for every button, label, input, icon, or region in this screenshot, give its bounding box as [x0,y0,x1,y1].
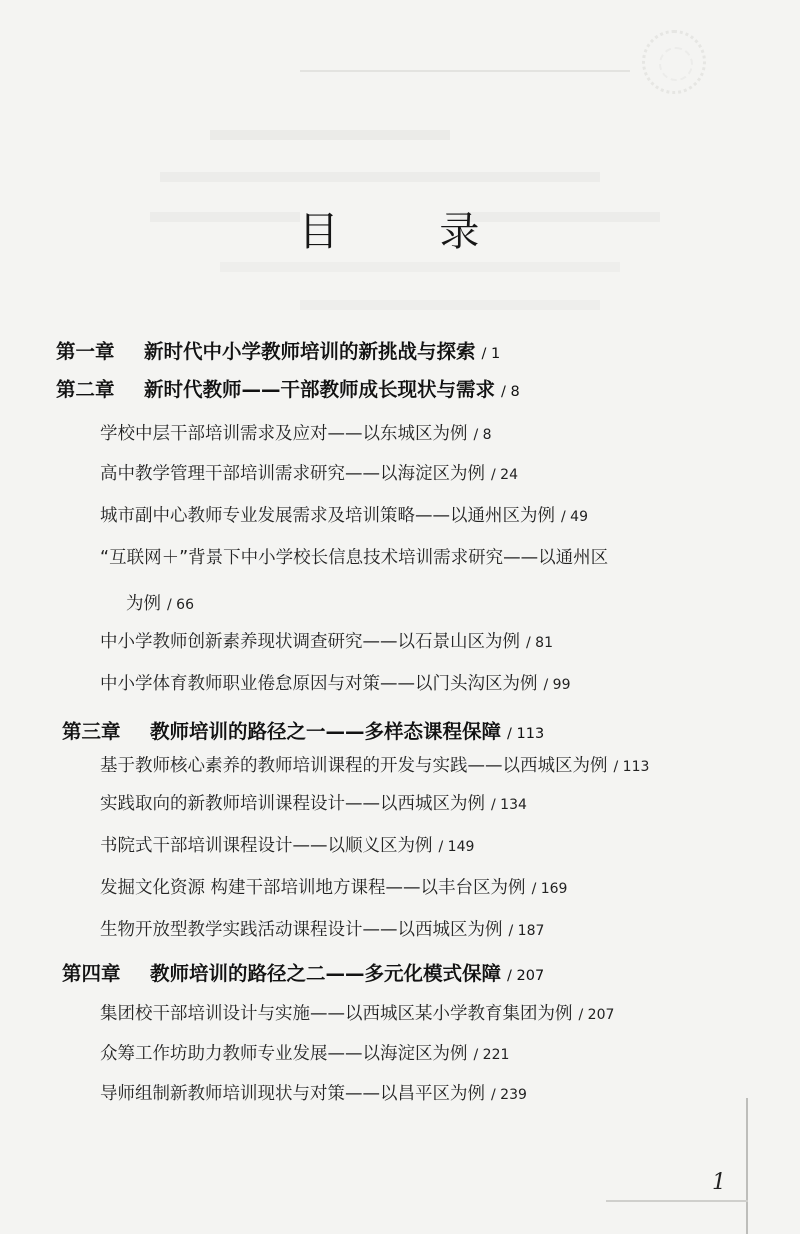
entry-title: 教师培训的路径之一——多样态课程保障 [150,720,502,743]
entry-title: 学校中层干部培训需求及应对——以东城区为例 [100,424,468,444]
entry-page-number: / 187 [508,923,545,939]
entry-page-number: / 66 [167,597,194,613]
toc-section-entry [126,590,194,619]
entry-page-number: / 99 [543,677,571,693]
entry-title: 集团校干部培训设计与实施——以西城区某小学教育集团为例 [100,1004,573,1024]
toc-section-entry [100,1000,614,1029]
entry-title: 生物开放型教学实践活动课程设计——以西城区为例 [100,920,503,940]
chapter-number: 第四章 [62,962,121,985]
entry-title: 中小学体育教师职业倦怠原因与对策——以门头沟区为例 [100,674,538,694]
entry-page-number: / 1 [481,346,501,362]
toc-chapter-entry [56,376,520,406]
entry-page-number: / 221 [473,1047,510,1063]
entry-page-number: / 113 [613,759,650,775]
page-number: 1 [712,1170,726,1195]
entry-title: “互联网＋”背景下中小学校长信息技术培训需求研究——以通州区 [100,548,609,568]
chapter-number: 第二章 [56,378,115,401]
toc-section-entry [100,1040,509,1069]
toc-section-entry [100,420,492,449]
entry-title: 新时代中小学教师培训的新挑战与探索 [144,340,476,363]
entry-page-number: / 239 [491,1087,527,1103]
toc-section-entry [100,790,527,819]
page-ornament [642,30,706,94]
entry-title: 导师组制新教师培训现状与对策——以昌平区为例 [100,1084,485,1104]
entry-title: 中小学教师创新素养现状调查研究——以石景山区为例 [100,632,520,652]
chapter-number: 第一章 [56,340,115,363]
entry-title: 实践取向的新教师培训课程设计——以西城区为例 [100,794,485,814]
entry-page-number: / 8 [473,427,492,443]
entry-page-number: / 24 [491,467,518,483]
entry-title: 基于教师核心素养的教师培训课程的开发与实践——以西城区为例 [100,756,608,776]
entry-title: 教师培训的路径之二——多元化模式保障 [150,962,502,985]
entry-title: 众筹工作坊助力教师专业发展——以海淀区为例 [100,1044,468,1064]
toc-section-entry [100,460,518,489]
page-corner-rule [606,1200,748,1202]
entry-page-number: / 149 [438,839,475,855]
entry-title: 书院式干部培训课程设计——以顺义区为例 [100,836,433,856]
toc-section-entry [100,544,608,572]
toc-section-entry [100,916,544,945]
entry-page-number: / 207 [578,1007,615,1023]
header-rule [300,70,630,72]
toc-section-entry [100,874,567,903]
entry-page-number: / 81 [526,635,553,651]
entry-page-number: / 169 [531,881,568,897]
toc-section-entry [100,670,570,699]
bleed-through-line [220,262,620,272]
bleed-through-line [160,172,600,182]
entry-page-number: / 49 [561,509,588,525]
bleed-through-line [300,300,600,310]
entry-page-number: / 8 [501,384,520,400]
toc-section-entry [100,752,649,781]
toc-section-entry [100,1080,527,1109]
page-corner-rule [746,1098,748,1234]
entry-title: 发掘文化资源 构建干部培训地方课程——以丰台区为例 [100,878,526,898]
entry-page-number: / 134 [491,797,527,813]
page-title: 目 录 [298,209,524,255]
toc-section-entry [100,628,553,657]
toc-chapter-entry [56,338,500,368]
entry-page-number: / 207 [507,968,545,984]
entry-page-number: / 113 [507,726,545,742]
entry-title: 城市副中心教师专业发展需求及培训策略——以通州区为例 [100,506,555,526]
toc-chapter-entry [62,960,544,990]
entry-title: 高中教学管理干部培训需求研究——以海淀区为例 [100,464,485,484]
bleed-through-line [210,130,450,140]
entry-title: 新时代教师——干部教师成长现状与需求 [144,378,496,401]
toc-section-entry [100,502,588,531]
toc-chapter-entry [62,718,544,748]
chapter-number: 第三章 [62,720,121,743]
entry-title: 为例 [126,594,161,614]
toc-section-entry [100,832,474,861]
